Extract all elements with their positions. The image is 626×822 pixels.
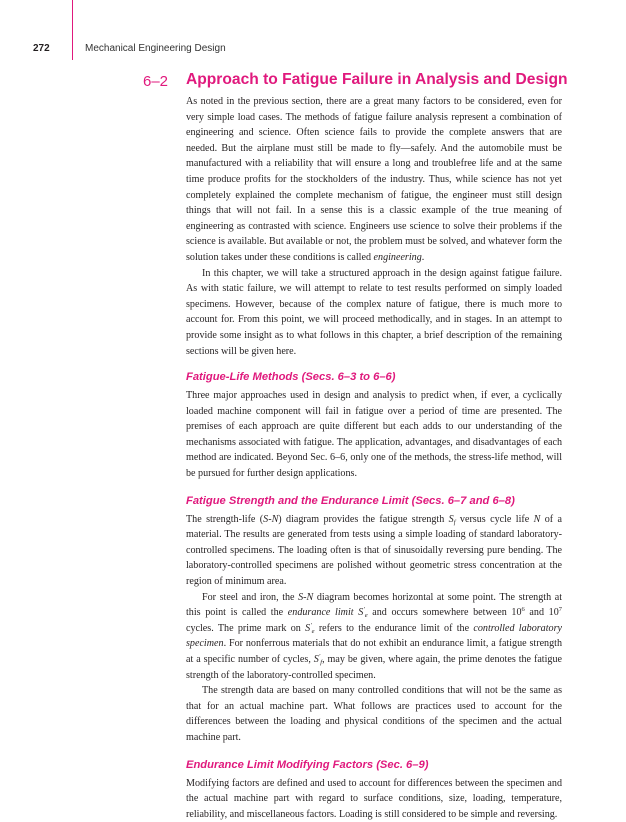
- subsection-heading-fatigue-strength: Fatigue Strength and the Endurance Limit (Secs. 6–7 and 6–8): [186, 494, 515, 507]
- symbol-se-prime-2: $S'_e$: [305, 621, 315, 635]
- intro-paragraph-1: As noted in the previous section, there are a great many factors to be considered, even for very simple load cases. The methods of fatigue failure analysis represent a combination of engineering and science. Often science fails to provide the complete answers that are needed. But the airplane must still be made to fly—safely. And the automobile must be manufactured with a reliability that will ensure a long and troublefree life and at the same time produce profits for the stockholders of the industry. Thus, while science has not yet completely explained the complete mechanism of fatigue, the engineer must still design things that will not fail. In a sense this is a classic example of the true meaning of engineering as contrasted with science. Engineers use science to solve their problems if the science is available. But available or not, the problem must be solved, and whatever form the solution takes under these conditions is called engineering.: [186, 96, 562, 263]
- book-title: Mechanical Engineering Design: [85, 43, 226, 54]
- term-endurance-limit: endurance limit: [287, 607, 354, 619]
- endurance-modifying-paragraph: Modifying factors are defined and used to account for differences between the specimen and the actual machine part with regard to surface conditions, size, loading, temperature, reliability, and miscellaneous factors. Loading is still considered to be simple and reversing.: [186, 777, 562, 820]
- section-number: 6–2: [143, 73, 169, 90]
- term-controlled-specimen: controlled laboratory specimen: [186, 622, 562, 650]
- symbol-sf: $S_f$: [448, 513, 456, 526]
- subsection-heading-endurance-modifying: Endurance Limit Modifying Factors (Sec. 6–9): [186, 758, 429, 771]
- section-title: Approach to Fatigue Failure in Analysis and Design: [186, 71, 568, 88]
- intro-paragraph-2: In this chapter, we will take a structured approach in the design against fatigue failure. As with static failure, we will attempt to relate to test results performed on simply loaded specimens. However, because of the complex nature of fatigue, there is much more to account for. From this point, we will proceed methodically, and in stages. In an attempt to provide some insight as to what follows in this chapter, a brief description of the remaining sections will be given here.: [186, 267, 562, 357]
- fatigue-strength-paragraph-1: The strength-life (S-N) diagram provides the fatigue strength $S_f$ versus cycle life N of a material. The results are generated from tests using a simple loading of standard laboratory-controlled specimens. The loading often is that of sinusoidally reversing pure bending. The laboratory-controlled specimens are polished without geometric stress concentration at the region of minimum area.: [186, 513, 562, 588]
- header-rule: [72, 0, 73, 60]
- fatigue-strength-paragraph-3: The strength data are based on many controlled conditions that will not be the same as that for an actual machine part. What follows are practices used to account for the differences between the loading and physical conditions of the specimen and the actual machine part.: [186, 685, 562, 743]
- fatigue-life-paragraph: Three major approaches used in design and analysis to predict when, if ever, a cyclically loaded machine component will fail in fatigue over a period of time are presented. The premises of each approach are quite different but each adds to our understanding of the mechanisms associated with fatigue. The application, advantages, and disadvantages of each method are indicated. Beyond Sec. 6–6, only one of the methods, the stress-life method, will be pursued for further design applications.: [186, 390, 562, 480]
- subsection-heading-fatigue-life: Fatigue-Life Methods (Secs. 6–3 to 6–6): [186, 371, 396, 384]
- fatigue-strength-paragraph-2: For steel and iron, the S-N diagram becomes horizontal at some point. The strength at this point is called the endurance limit $S'_e$ and occurs somewhere between $10^6$ and $10^7$ cycles. The prime mark on $S'_e$ refers to the endurance limit of the controlled laboratory specimen. For nonferrous materials that do not exhibit an endurance limit, a fatigue strength at a specific number of cycles, $S'_f$, may be given, where again, the prime denotes the fatigue strength of the laboratory-controlled specimen.: [186, 591, 563, 681]
- term-engineering: engineering: [373, 251, 422, 263]
- symbol-sf-prime: $S'_f$: [313, 653, 323, 666]
- symbol-se-prime: $S'_e$: [358, 606, 368, 620]
- body-text: [186, 94, 562, 822]
- page-number: 272: [33, 43, 50, 54]
